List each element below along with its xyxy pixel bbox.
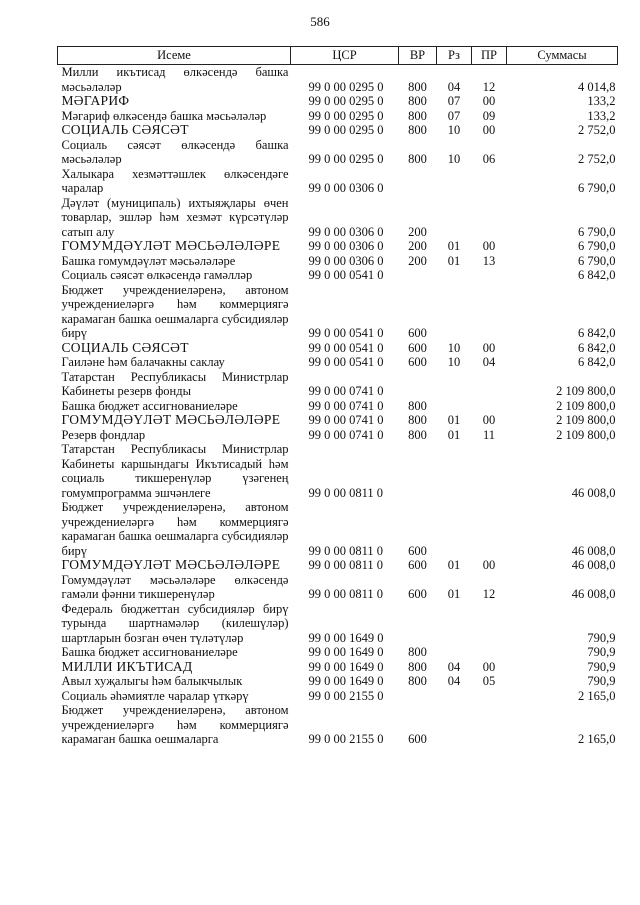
page-number: 586 (310, 14, 330, 29)
row-name: Бюджет учреждениеләренә, автоном учреждениеләргә һәм коммерциягә карамаган башка оешмаларга субсидияләр бирү (61, 282, 289, 340)
table-row (58, 341, 618, 356)
row-vr: 200 (408, 224, 427, 239)
row-name: ГОМУМДӘҮЛӘТ МӘСЬӘЛӘЛӘРЕ (61, 412, 281, 427)
row-pr: 00 (482, 94, 496, 108)
row-name: МИЛЛИ ИКЪТИСАД (61, 658, 193, 674)
row-csr: 99 0 00 1649 0 (308, 674, 384, 688)
row-sum: 2 109 800,0 (556, 384, 616, 398)
row-pr: 12 (482, 587, 496, 601)
row-rz (437, 268, 472, 283)
row-sum: 46 008,0 (571, 543, 616, 558)
row-pr (472, 689, 507, 704)
row-rz (437, 370, 472, 399)
row-name: Халыкара хезмәттәшлек өлкәсендәге чаралар (61, 166, 289, 195)
row-name: Башка гомумдәүләт мәсьәләләре (61, 253, 236, 268)
row-rz: 10 (447, 152, 461, 166)
row-vr: 600 (408, 340, 427, 355)
row-rz: 01 (447, 427, 461, 442)
row-vr (399, 442, 437, 500)
row-name: Социаль әһәмиятле чаралар үткәрү (61, 688, 249, 703)
row-csr: 99 0 00 0741 0 (308, 427, 384, 442)
row-pr (472, 196, 507, 240)
table-row (58, 442, 618, 500)
row-vr: 800 (408, 123, 427, 137)
row-name: МӘГАРИФ (61, 93, 130, 108)
row-rz (437, 645, 472, 660)
header-name: Исеме (58, 47, 291, 65)
row-vr: 600 (408, 326, 427, 340)
row-sum: 46 008,0 (571, 587, 616, 601)
row-name: СОЦИАЛЬ СӘЯСӘТ (61, 122, 189, 137)
row-rz: 07 (447, 108, 461, 123)
row-rz: 01 (447, 253, 461, 268)
row-rz: 10 (447, 340, 461, 355)
row-rz: 04 (447, 674, 461, 688)
row-csr: 99 0 00 0306 0 (308, 253, 384, 268)
header-rz: Рз (437, 47, 472, 65)
row-pr: 09 (482, 108, 496, 123)
row-name: Милли икътисад өлкәсендә башка мәсьәләләр (61, 65, 289, 94)
table-row (58, 123, 618, 138)
row-vr: 800 (408, 398, 427, 413)
row-csr: 99 0 00 2155 0 (308, 732, 384, 746)
row-csr: 99 0 00 0295 0 (308, 123, 384, 137)
row-name: Башка бюджет ассигнованиеләре (61, 398, 238, 413)
row-sum: 6 842,0 (578, 326, 616, 340)
table-row (58, 500, 618, 558)
row-vr: 800 (408, 413, 427, 427)
row-csr: 99 0 00 0541 0 (308, 355, 384, 369)
table-row (58, 602, 618, 646)
row-vr: 600 (408, 558, 427, 572)
table-row (58, 65, 618, 95)
row-vr: 600 (408, 355, 427, 369)
row-pr: 00 (482, 123, 496, 137)
header-sum: Суммасы (507, 47, 618, 65)
row-vr: 200 (408, 253, 427, 268)
row-sum: 2 109 800,0 (556, 413, 616, 427)
row-sum: 6 790,0 (578, 224, 616, 239)
row-csr: 99 0 00 0306 0 (308, 181, 384, 195)
row-vr: 800 (408, 645, 427, 659)
table-row (58, 355, 618, 370)
row-vr (399, 602, 437, 646)
row-rz: 01 (447, 587, 461, 601)
table-row (58, 660, 618, 675)
row-vr: 200 (408, 239, 427, 253)
row-sum: 6 790,0 (578, 239, 616, 253)
row-csr: 99 0 00 0811 0 (308, 558, 384, 572)
row-rz: 01 (447, 239, 461, 253)
header-vr: ВР (399, 47, 437, 65)
row-pr (472, 645, 507, 660)
table-row (58, 689, 618, 704)
table-row (58, 703, 618, 747)
row-csr: 99 0 00 0295 0 (308, 108, 384, 123)
row-sum: 4 014,8 (578, 79, 616, 94)
row-rz (437, 283, 472, 341)
row-csr: 99 0 00 0541 0 (308, 326, 384, 340)
row-name: ГОМУМДӘҮЛӘТ МӘСЬӘЛӘЛӘРЕ (61, 238, 281, 253)
row-pr: 04 (482, 355, 496, 369)
row-sum: 133,2 (587, 108, 616, 123)
row-vr: 800 (408, 79, 427, 94)
row-pr (472, 442, 507, 500)
table-row (58, 167, 618, 196)
row-vr (399, 268, 437, 283)
row-sum: 790,9 (587, 630, 616, 645)
table-body (58, 65, 618, 747)
row-rz: 01 (447, 413, 461, 427)
row-pr (472, 167, 507, 196)
row-name: Социаль сәясәт өлкәсендә башка мәсьәләләр (61, 137, 289, 166)
row-pr: 11 (482, 427, 496, 442)
row-sum: 6 842,0 (578, 268, 616, 282)
row-csr: 99 0 00 2155 0 (308, 688, 384, 703)
row-csr: 99 0 00 0811 0 (308, 485, 384, 500)
row-sum: 2 752,0 (578, 152, 616, 166)
table-row (58, 674, 618, 689)
row-sum: 790,9 (587, 645, 616, 659)
row-pr: 13 (482, 253, 496, 268)
row-pr (472, 500, 507, 558)
row-vr: 800 (408, 427, 427, 442)
row-sum: 133,2 (587, 94, 616, 108)
row-csr: 99 0 00 0541 0 (308, 340, 384, 355)
row-name: Башка бюджет ассигнованиеләре (61, 645, 238, 659)
row-name: ГОМУМДӘҮЛӘТ МӘСЬӘЛӘЛӘРЕ (61, 557, 281, 572)
row-name: Гаиләне һәм балачакны саклау (61, 355, 225, 369)
budget-table (57, 46, 618, 747)
row-pr: 00 (482, 340, 496, 355)
table-row (58, 94, 618, 109)
table-row (58, 109, 618, 124)
row-pr: 00 (482, 413, 496, 427)
row-sum: 6 842,0 (578, 355, 616, 369)
row-rz: 04 (447, 659, 461, 674)
row-pr (472, 399, 507, 414)
row-sum: 46 008,0 (571, 485, 616, 500)
table-row (58, 370, 618, 399)
row-csr: 99 0 00 1649 0 (308, 645, 384, 659)
row-name: Резерв фондлар (61, 427, 146, 442)
row-rz: 01 (447, 558, 461, 572)
row-rz (437, 399, 472, 414)
row-sum: 2 165,0 (578, 732, 616, 746)
row-rz (437, 442, 472, 500)
table-row (58, 239, 618, 254)
row-csr: 99 0 00 0295 0 (308, 94, 384, 108)
row-vr: 800 (408, 152, 427, 166)
row-vr: 600 (408, 543, 427, 558)
row-vr (399, 689, 437, 704)
row-csr: 99 0 00 0741 0 (308, 398, 384, 413)
row-sum: 2 752,0 (578, 123, 616, 137)
table-row (58, 413, 618, 428)
row-name: Федераль бюджеттан субсидияләр бирү турында шартнамәләр (килешүләр) шартларын бозган өчен түләтүләр (61, 601, 289, 645)
row-csr: 99 0 00 0306 0 (308, 239, 384, 253)
row-vr (399, 370, 437, 399)
row-csr: 99 0 00 1649 0 (308, 630, 384, 645)
header-pr: ПР (472, 47, 507, 65)
row-sum: 6 790,0 (578, 253, 616, 268)
row-pr: 00 (482, 239, 496, 253)
row-pr (472, 283, 507, 341)
row-rz (437, 167, 472, 196)
row-csr: 99 0 00 0741 0 (308, 384, 384, 398)
table-header (58, 47, 618, 65)
row-rz (437, 196, 472, 240)
row-vr: 800 (408, 659, 427, 674)
row-pr: 12 (482, 79, 496, 94)
table-row (58, 573, 618, 602)
row-name: Социаль сәясәт өлкәсендә гамәлләр (61, 268, 253, 282)
row-sum: 2 109 800,0 (556, 427, 616, 442)
table-row (58, 428, 618, 443)
row-pr: 00 (482, 558, 496, 572)
row-pr (472, 703, 507, 747)
row-name: Авыл хуҗалыгы һәм балыкчылык (61, 674, 243, 688)
row-pr: 06 (482, 152, 496, 166)
row-sum: 2 165,0 (578, 688, 616, 703)
table-row (58, 196, 618, 240)
table-row (58, 138, 618, 167)
row-name: Татарстан Республикасы Министрлар Кабинеты резерв фонды (61, 369, 289, 398)
row-rz (437, 689, 472, 704)
row-rz: 04 (447, 79, 461, 94)
row-pr (472, 268, 507, 283)
row-vr: 800 (408, 108, 427, 123)
row-csr: 99 0 00 0306 0 (308, 224, 384, 239)
row-csr: 99 0 00 0295 0 (308, 152, 384, 166)
row-vr: 800 (408, 94, 427, 108)
table-row (58, 283, 618, 341)
row-name: СОЦИАЛЬ СӘЯСӘТ (61, 339, 189, 355)
table-row (58, 254, 618, 269)
row-rz (437, 703, 472, 747)
row-csr: 99 0 00 0811 0 (308, 587, 384, 601)
row-csr: 99 0 00 0541 0 (308, 268, 384, 282)
row-name: Мәгариф өлкәсендә башка мәсьәләләр (61, 108, 267, 123)
row-pr: 05 (482, 674, 496, 688)
row-pr (472, 602, 507, 646)
row-rz (437, 602, 472, 646)
row-pr (472, 370, 507, 399)
row-sum: 790,9 (587, 659, 616, 674)
row-rz: 10 (447, 355, 461, 369)
row-rz (437, 500, 472, 558)
row-name: Гомумдәүләт мәсьәләләре өлкәсендә гамәли фәнни тикшеренүләр (61, 572, 289, 601)
table-row (58, 399, 618, 414)
row-csr: 99 0 00 1649 0 (308, 659, 384, 674)
row-sum: 2 109 800,0 (556, 398, 616, 413)
row-csr: 99 0 00 0811 0 (308, 543, 384, 558)
header-csr: ЦСР (291, 47, 399, 65)
row-vr: 800 (408, 674, 427, 688)
row-sum: 790,9 (587, 674, 616, 688)
row-sum: 6 790,0 (578, 181, 616, 195)
row-vr: 600 (408, 732, 427, 746)
row-csr: 99 0 00 0741 0 (308, 413, 384, 427)
table-row (58, 558, 618, 573)
row-name: Дәүләт (муниципаль) ихтыяҗлары өчен товарлар, эшләр һәм хезмәт күрсәтүләр сатып алу (61, 195, 289, 239)
row-csr: 99 0 00 0295 0 (308, 79, 384, 94)
table-row (58, 645, 618, 660)
row-sum: 6 842,0 (578, 340, 616, 355)
row-name: Бюджет учреждениеләренә, автоном учреждениеләргә һәм коммерциягә карамаган башка оешмаларга (61, 703, 289, 746)
table-row (58, 268, 618, 283)
row-sum: 46 008,0 (571, 558, 616, 572)
row-pr: 00 (482, 659, 496, 674)
row-rz: 07 (447, 94, 461, 108)
row-name: Бюджет учреждениеләренә, автоном учреждениеләргә һәм коммерциягә карамаган башка оешмаларга субсидияләр бирү (61, 500, 289, 558)
row-name: Татарстан Республикасы Министрлар Кабинеты каршындагы Икътисадый һәм социаль тикшеренүләр үзәгенең гомумпрограмма эшчәнлеге (61, 442, 289, 500)
row-rz: 10 (447, 123, 461, 137)
row-vr (399, 167, 437, 196)
row-vr: 600 (408, 587, 427, 601)
